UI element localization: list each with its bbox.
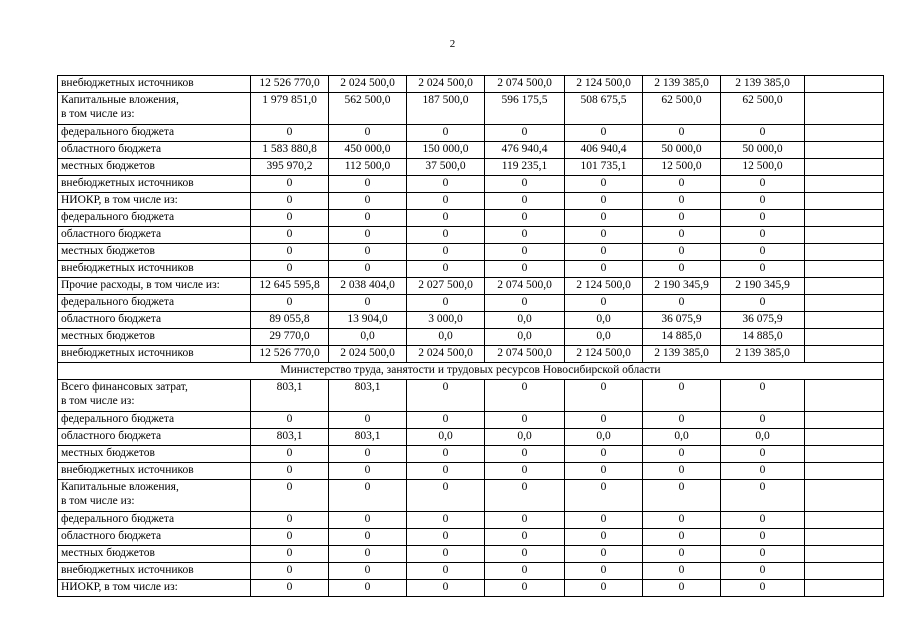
value-cell: 0 <box>407 412 485 429</box>
value-cell: 12 526 770,0 <box>251 346 329 363</box>
budget-table <box>57 75 884 597</box>
value-cell: 2 139 385,0 <box>721 346 805 363</box>
value-cell: 0 <box>565 295 643 312</box>
value-cell: 0 <box>721 463 805 480</box>
value-cell: 0 <box>485 176 565 193</box>
value-cell: 0 <box>485 210 565 227</box>
value-cell: 12 645 595,8 <box>251 278 329 295</box>
table-row <box>58 546 884 563</box>
table-row <box>58 329 884 346</box>
value-cell: 0 <box>485 244 565 261</box>
value-cell: 0 <box>329 210 407 227</box>
value-cell: 0 <box>251 580 329 597</box>
value-cell: 0 <box>643 412 721 429</box>
value-cell <box>805 159 884 176</box>
value-cell: 0 <box>721 176 805 193</box>
table-row <box>58 125 884 142</box>
value-cell: 0 <box>251 125 329 142</box>
value-cell: 0 <box>407 261 485 278</box>
value-cell: 0 <box>721 227 805 244</box>
value-cell <box>805 480 884 512</box>
row-label: Капитальные вложения, в том числе из: <box>58 93 251 125</box>
row-label: областного бюджета <box>58 227 251 244</box>
value-cell: 0 <box>485 125 565 142</box>
value-cell: 0 <box>721 580 805 597</box>
value-cell: 0 <box>721 512 805 529</box>
row-label: федерального бюджета <box>58 125 251 142</box>
value-cell: 187 500,0 <box>407 93 485 125</box>
value-cell: 12 500,0 <box>721 159 805 176</box>
value-cell: 450 000,0 <box>329 142 407 159</box>
value-cell: 0 <box>329 463 407 480</box>
row-label: внебюджетных источников <box>58 563 251 580</box>
value-cell: 0 <box>565 210 643 227</box>
value-cell: 2 190 345,9 <box>721 278 805 295</box>
page-number: 2 <box>449 38 456 50</box>
value-cell: 406 940,4 <box>565 142 643 159</box>
row-label: федерального бюджета <box>58 412 251 429</box>
value-cell: 0 <box>407 480 485 512</box>
value-cell: 0 <box>485 563 565 580</box>
value-cell: 0 <box>565 480 643 512</box>
section-header-row <box>58 363 884 380</box>
value-cell: 803,1 <box>329 429 407 446</box>
value-cell: 0,0 <box>643 429 721 446</box>
value-cell <box>805 446 884 463</box>
value-cell: 2 038 404,0 <box>329 278 407 295</box>
table-row <box>58 93 884 125</box>
value-cell: 0 <box>251 295 329 312</box>
value-cell: 2 124 500,0 <box>565 346 643 363</box>
table-row <box>58 346 884 363</box>
value-cell: 0,0 <box>565 429 643 446</box>
value-cell: 0 <box>251 193 329 210</box>
value-cell: 0 <box>407 227 485 244</box>
value-cell: 0 <box>329 295 407 312</box>
value-cell: 562 500,0 <box>329 93 407 125</box>
value-cell: 0 <box>251 480 329 512</box>
value-cell: 0,0 <box>565 312 643 329</box>
row-label: внебюджетных источников <box>58 463 251 480</box>
value-cell: 0 <box>407 446 485 463</box>
value-cell: 0 <box>407 463 485 480</box>
value-cell: 13 904,0 <box>329 312 407 329</box>
table-row <box>58 210 884 227</box>
value-cell: 1 583 880,8 <box>251 142 329 159</box>
table-row <box>58 142 884 159</box>
value-cell: 0 <box>485 227 565 244</box>
table-row <box>58 580 884 597</box>
value-cell: 0 <box>329 546 407 563</box>
value-cell: 0 <box>251 512 329 529</box>
value-cell: 0 <box>485 446 565 463</box>
value-cell: 0 <box>485 380 565 412</box>
value-cell: 29 770,0 <box>251 329 329 346</box>
value-cell: 0 <box>565 176 643 193</box>
value-cell: 2 027 500,0 <box>407 278 485 295</box>
value-cell <box>805 93 884 125</box>
row-label: внебюджетных источников <box>58 346 251 363</box>
row-label: местных бюджетов <box>58 159 251 176</box>
table-row <box>58 244 884 261</box>
value-cell: 12 500,0 <box>643 159 721 176</box>
table-row <box>58 512 884 529</box>
value-cell: 0 <box>721 244 805 261</box>
value-cell <box>805 142 884 159</box>
value-cell: 0 <box>329 480 407 512</box>
value-cell: 2 074 500,0 <box>485 76 565 93</box>
value-cell: 0 <box>565 193 643 210</box>
value-cell: 0 <box>643 227 721 244</box>
value-cell: 0 <box>329 176 407 193</box>
table-row <box>58 480 884 512</box>
value-cell: 112 500,0 <box>329 159 407 176</box>
value-cell: 0 <box>721 546 805 563</box>
value-cell: 0 <box>329 244 407 261</box>
value-cell: 0 <box>565 125 643 142</box>
value-cell: 0 <box>565 546 643 563</box>
value-cell: 0 <box>485 193 565 210</box>
value-cell: 2 024 500,0 <box>329 346 407 363</box>
value-cell: 0 <box>407 176 485 193</box>
row-label: федерального бюджета <box>58 210 251 227</box>
value-cell: 0 <box>721 380 805 412</box>
value-cell: 150 000,0 <box>407 142 485 159</box>
value-cell: 0 <box>643 125 721 142</box>
value-cell <box>805 380 884 412</box>
value-cell: 1 979 851,0 <box>251 93 329 125</box>
value-cell: 0 <box>565 512 643 529</box>
value-cell: 50 000,0 <box>721 142 805 159</box>
value-cell <box>805 261 884 278</box>
value-cell: 2 190 345,9 <box>643 278 721 295</box>
value-cell <box>805 312 884 329</box>
value-cell <box>805 346 884 363</box>
value-cell: 0 <box>251 227 329 244</box>
value-cell: 0 <box>565 380 643 412</box>
value-cell: 0 <box>565 446 643 463</box>
value-cell <box>805 529 884 546</box>
value-cell: 0 <box>643 244 721 261</box>
row-label: местных бюджетов <box>58 329 251 346</box>
value-cell: 803,1 <box>251 380 329 412</box>
value-cell: 803,1 <box>251 429 329 446</box>
value-cell <box>805 193 884 210</box>
value-cell: 0 <box>329 227 407 244</box>
row-label: Всего финансовых затрат, в том числе из: <box>58 380 251 412</box>
value-cell: 3 000,0 <box>407 312 485 329</box>
table-row <box>58 412 884 429</box>
value-cell: 62 500,0 <box>721 93 805 125</box>
value-cell: 2 139 385,0 <box>643 76 721 93</box>
value-cell <box>805 210 884 227</box>
value-cell: 0 <box>721 412 805 429</box>
row-label: Прочие расходы, в том числе из: <box>58 278 251 295</box>
value-cell: 2 024 500,0 <box>407 346 485 363</box>
value-cell: 14 885,0 <box>721 329 805 346</box>
table-row <box>58 278 884 295</box>
value-cell: 0 <box>485 512 565 529</box>
value-cell: 0 <box>251 261 329 278</box>
value-cell: 0 <box>407 512 485 529</box>
value-cell: 0,0 <box>407 329 485 346</box>
table-row <box>58 261 884 278</box>
value-cell: 0 <box>721 480 805 512</box>
value-cell: 0 <box>643 210 721 227</box>
value-cell: 508 675,5 <box>565 93 643 125</box>
value-cell: 0 <box>643 546 721 563</box>
value-cell: 0 <box>329 125 407 142</box>
value-cell: 0 <box>643 176 721 193</box>
section-title: Министерство труда, занятости и трудовых ресурсов Новосибирской области <box>58 363 884 380</box>
value-cell: 37 500,0 <box>407 159 485 176</box>
value-cell: 89 055,8 <box>251 312 329 329</box>
value-cell: 0 <box>485 295 565 312</box>
value-cell: 0 <box>407 580 485 597</box>
value-cell: 0,0 <box>407 429 485 446</box>
value-cell: 0,0 <box>485 329 565 346</box>
value-cell: 0 <box>329 261 407 278</box>
value-cell: 0 <box>407 546 485 563</box>
value-cell: 0 <box>329 446 407 463</box>
table-row <box>58 429 884 446</box>
value-cell: 0 <box>643 529 721 546</box>
value-cell: 0 <box>565 227 643 244</box>
row-label: внебюджетных источников <box>58 76 251 93</box>
value-cell: 0 <box>721 529 805 546</box>
row-label: НИОКР, в том числе из: <box>58 193 251 210</box>
row-label: внебюджетных источников <box>58 176 251 193</box>
table-row <box>58 463 884 480</box>
value-cell: 596 175,5 <box>485 93 565 125</box>
value-cell <box>805 125 884 142</box>
value-cell: 119 235,1 <box>485 159 565 176</box>
value-cell <box>805 512 884 529</box>
value-cell: 2 024 500,0 <box>407 76 485 93</box>
value-cell: 2 139 385,0 <box>721 76 805 93</box>
value-cell: 0,0 <box>721 429 805 446</box>
value-cell: 0 <box>251 546 329 563</box>
table-row <box>58 446 884 463</box>
value-cell <box>805 295 884 312</box>
value-cell: 0 <box>407 295 485 312</box>
table-row <box>58 193 884 210</box>
value-cell: 0 <box>565 261 643 278</box>
value-cell: 0 <box>329 512 407 529</box>
value-cell: 12 526 770,0 <box>251 76 329 93</box>
value-cell: 0 <box>485 261 565 278</box>
value-cell: 0 <box>485 529 565 546</box>
value-cell <box>805 278 884 295</box>
value-cell: 0 <box>643 295 721 312</box>
row-label: местных бюджетов <box>58 244 251 261</box>
value-cell: 0 <box>251 529 329 546</box>
table-row <box>58 312 884 329</box>
row-label: местных бюджетов <box>58 446 251 463</box>
row-label: НИОКР, в том числе из: <box>58 580 251 597</box>
value-cell: 0 <box>329 563 407 580</box>
value-cell: 36 075,9 <box>643 312 721 329</box>
row-label: областного бюджета <box>58 429 251 446</box>
value-cell: 0 <box>721 193 805 210</box>
value-cell: 50 000,0 <box>643 142 721 159</box>
value-cell: 0 <box>251 412 329 429</box>
value-cell: 0 <box>407 125 485 142</box>
value-cell: 476 940,4 <box>485 142 565 159</box>
value-cell: 0 <box>721 563 805 580</box>
row-label: местных бюджетов <box>58 546 251 563</box>
value-cell: 0 <box>643 480 721 512</box>
value-cell: 0 <box>251 563 329 580</box>
value-cell: 0 <box>485 480 565 512</box>
value-cell: 0 <box>407 380 485 412</box>
row-label: областного бюджета <box>58 312 251 329</box>
value-cell <box>805 244 884 261</box>
value-cell: 2 074 500,0 <box>485 278 565 295</box>
table-row <box>58 76 884 93</box>
row-label: федерального бюджета <box>58 512 251 529</box>
value-cell: 0 <box>329 529 407 546</box>
value-cell: 0 <box>565 412 643 429</box>
value-cell: 0 <box>329 412 407 429</box>
value-cell <box>805 227 884 244</box>
table-row <box>58 295 884 312</box>
value-cell <box>805 463 884 480</box>
table-row <box>58 159 884 176</box>
value-cell: 0,0 <box>485 429 565 446</box>
value-cell: 0 <box>643 463 721 480</box>
value-cell <box>805 176 884 193</box>
budget-table-body <box>58 76 884 597</box>
table-row <box>58 529 884 546</box>
table-row <box>58 380 884 412</box>
row-label: областного бюджета <box>58 142 251 159</box>
value-cell: 0 <box>485 546 565 563</box>
value-cell: 2 124 500,0 <box>565 278 643 295</box>
value-cell: 0 <box>251 210 329 227</box>
value-cell: 0 <box>407 563 485 580</box>
value-cell: 0 <box>643 446 721 463</box>
value-cell: 0 <box>485 580 565 597</box>
value-cell: 0 <box>643 261 721 278</box>
value-cell: 0 <box>485 412 565 429</box>
value-cell: 395 970,2 <box>251 159 329 176</box>
value-cell: 0,0 <box>565 329 643 346</box>
value-cell: 803,1 <box>329 380 407 412</box>
value-cell: 0 <box>407 529 485 546</box>
value-cell: 2 139 385,0 <box>643 346 721 363</box>
value-cell <box>805 429 884 446</box>
value-cell: 0 <box>721 446 805 463</box>
value-cell: 0 <box>721 261 805 278</box>
value-cell: 2 024 500,0 <box>329 76 407 93</box>
value-cell: 0 <box>565 463 643 480</box>
value-cell <box>805 412 884 429</box>
row-label: Капитальные вложения, в том числе из: <box>58 480 251 512</box>
value-cell: 0 <box>721 125 805 142</box>
value-cell: 0 <box>329 193 407 210</box>
table-row <box>58 563 884 580</box>
value-cell <box>805 329 884 346</box>
table-row <box>58 176 884 193</box>
value-cell: 62 500,0 <box>643 93 721 125</box>
value-cell: 0 <box>643 563 721 580</box>
value-cell: 0 <box>251 463 329 480</box>
value-cell: 2 074 500,0 <box>485 346 565 363</box>
value-cell: 0 <box>643 580 721 597</box>
row-label: федерального бюджета <box>58 295 251 312</box>
value-cell: 36 075,9 <box>721 312 805 329</box>
value-cell: 0 <box>643 512 721 529</box>
value-cell: 0 <box>407 210 485 227</box>
value-cell: 0,0 <box>485 312 565 329</box>
value-cell: 0 <box>721 210 805 227</box>
value-cell: 0,0 <box>329 329 407 346</box>
value-cell: 0 <box>565 244 643 261</box>
value-cell: 0 <box>565 563 643 580</box>
value-cell: 0 <box>485 463 565 480</box>
value-cell: 0 <box>251 446 329 463</box>
value-cell: 0 <box>407 244 485 261</box>
value-cell: 0 <box>251 244 329 261</box>
row-label: внебюджетных источников <box>58 261 251 278</box>
row-label: областного бюджета <box>58 529 251 546</box>
value-cell <box>805 76 884 93</box>
value-cell: 0 <box>643 193 721 210</box>
value-cell: 0 <box>407 193 485 210</box>
value-cell: 101 735,1 <box>565 159 643 176</box>
value-cell <box>805 580 884 597</box>
value-cell: 14 885,0 <box>643 329 721 346</box>
value-cell: 0 <box>643 380 721 412</box>
table-row <box>58 227 884 244</box>
value-cell <box>805 563 884 580</box>
value-cell: 0 <box>565 529 643 546</box>
value-cell: 0 <box>721 295 805 312</box>
value-cell: 0 <box>329 580 407 597</box>
value-cell: 0 <box>565 580 643 597</box>
value-cell <box>805 546 884 563</box>
value-cell: 2 124 500,0 <box>565 76 643 93</box>
value-cell: 0 <box>251 176 329 193</box>
